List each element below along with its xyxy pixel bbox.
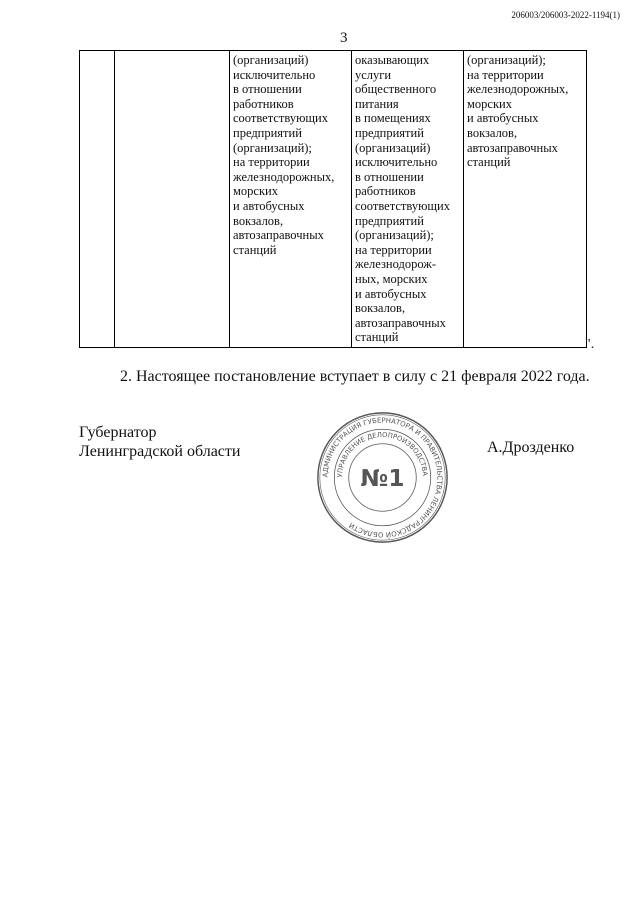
regulation-table-fragment <box>79 50 587 348</box>
table-cell-empty-1 <box>80 51 115 348</box>
table-row <box>80 51 587 348</box>
table-cell-col3: (организаций) исключительно в отношении работников соответствующих предприятий (организаций); на территории железнодорожных, морских и автобусных вокзалов, автозаправочных станций <box>230 51 352 348</box>
signatory-title-line1: Губернатор <box>79 424 157 441</box>
closing-quote: ". <box>585 337 595 352</box>
table-cell-col5: (организаций); на территории железнодорожных, морских и автобусных вокзалов, автозаправочных станций <box>464 51 587 348</box>
seal-outer-text: АДМИНИСТРАЦИЯ ГУБЕРНАТОРА И ПРАВИТЕЛЬСТВА ЛЕНИНГРАДСКОЙ ОБЛАСТИ <box>321 416 444 539</box>
seal-inner-text: УПРАВЛЕНИЕ ДЕЛОПРОИЗВОДСТВА <box>335 430 430 478</box>
seal-center-number: №1 <box>360 466 405 493</box>
signer-name: А.Дрозденко <box>487 439 575 456</box>
signatory-title-line2: Ленинградской области <box>79 443 241 460</box>
official-seal <box>315 410 450 545</box>
clause-2: 2. Настоящее постановление вступает в силу с 21 февраля 2022 года. <box>120 368 590 385</box>
page-number: 3 <box>340 30 348 46</box>
document-id: 206003/206003-2022-1194(1) <box>511 10 620 20</box>
table-cell-empty-2 <box>115 51 230 348</box>
signatory-title <box>79 423 240 461</box>
table-cell-col4: оказывающих услуги общественного питания в помещениях предприятий (организаций) исключительно в отношении работников соответствующих предприятий (организаций); на территории железнодорож- ных, морских и автобусных вокзалов, автозаправочных станций <box>352 51 464 348</box>
